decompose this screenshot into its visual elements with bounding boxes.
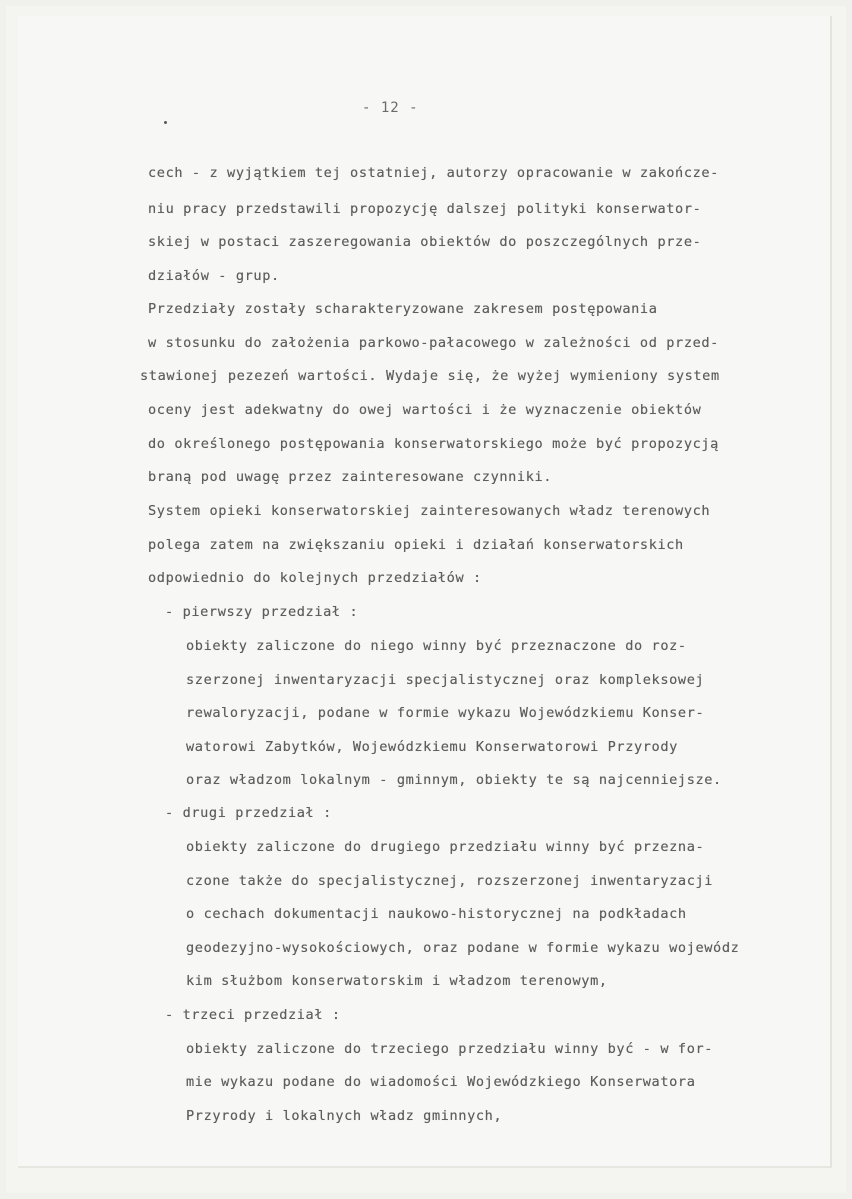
text-line: oraz władzom lokalnym - gminnym, obiekty te są najcenniejsze. [186, 772, 722, 788]
list-item-heading: - drugi przedział : [165, 805, 332, 821]
list-item-heading: - trzeci przedział : [165, 1007, 341, 1023]
text-line: szerzonej inwentaryzacji specjalistycznej oraz kompleksowej [186, 672, 705, 688]
text-line: niu pracy przedstawili propozycję dalszej polityki konserwator- [148, 201, 702, 217]
text-line: System opieki konserwatorskiej zainteresowanych władz terenowych [148, 503, 711, 519]
text-line: mie wykazu podane do wiadomości Wojewódzkiego Konserwatora [186, 1074, 696, 1090]
margin-mark [164, 121, 167, 124]
text-line: w stosunku do założenia parkowo-pałacowego w zależności od przed- [148, 335, 719, 351]
text-line: oceny jest adekwatny do owej wartości i że wyznaczenie obiektów [148, 402, 702, 418]
text-line: geodezyjno-wysokościowych, oraz podane w formie wykazu wojewódz [186, 940, 740, 956]
page-number: - 12 - [362, 100, 419, 116]
text-line: skiej w postaci zaszeregowania obiektów do poszczególnych prze- [148, 234, 702, 250]
text-line: polega zatem na zwiększaniu opieki i działań konserwatorskich [148, 537, 684, 553]
text-line: obiekty zaliczone do trzeciego przedziału winny być - w for- [186, 1041, 714, 1057]
text-line: czone także do specjalistycznej, rozszerzonej inwentaryzacji [186, 873, 714, 889]
text-line: stawionej pezezeń wartości. Wydaje się, że wyżej wymieniony system [140, 368, 720, 384]
text-line: działów - grup. [148, 268, 280, 284]
text-line: braną pod uwagę przez zainteresowane czynniki. [148, 469, 553, 485]
text-line: rewaloryzacji, podane w formie wykazu Wojewódzkiemu Konser- [186, 705, 705, 721]
text-line: watorowi Zabytków, Wojewódzkiemu Konserwatorowi Przyrody [186, 739, 678, 755]
text-line: Przedziały zostały scharakteryzowane zakresem postępowania [148, 301, 658, 317]
text-line: kim służbom konserwatorskim i władzom terenowym, [186, 973, 608, 989]
text-line: cech - z wyjątkiem tej ostatniej, autorzy opracowanie w zakończe- [148, 165, 719, 181]
text-line: do określonego postępowania konserwatorskiego może być propozycją [148, 436, 719, 452]
text-line: Przyrody i lokalnych władz gminnych, [186, 1108, 503, 1124]
text-line: obiekty zaliczone do drugiego przedziału winny być przezna- [186, 839, 705, 855]
text-line: obiekty zaliczone do niego winny być przeznaczone do roz- [186, 638, 687, 654]
text-line: odpowiednio do kolejnych przedziałów : [148, 570, 482, 586]
text-line: o cechach dokumentacji naukowo-historycznej na podkładach [186, 906, 687, 922]
list-item-heading: - pierwszy przedział : [165, 604, 359, 620]
